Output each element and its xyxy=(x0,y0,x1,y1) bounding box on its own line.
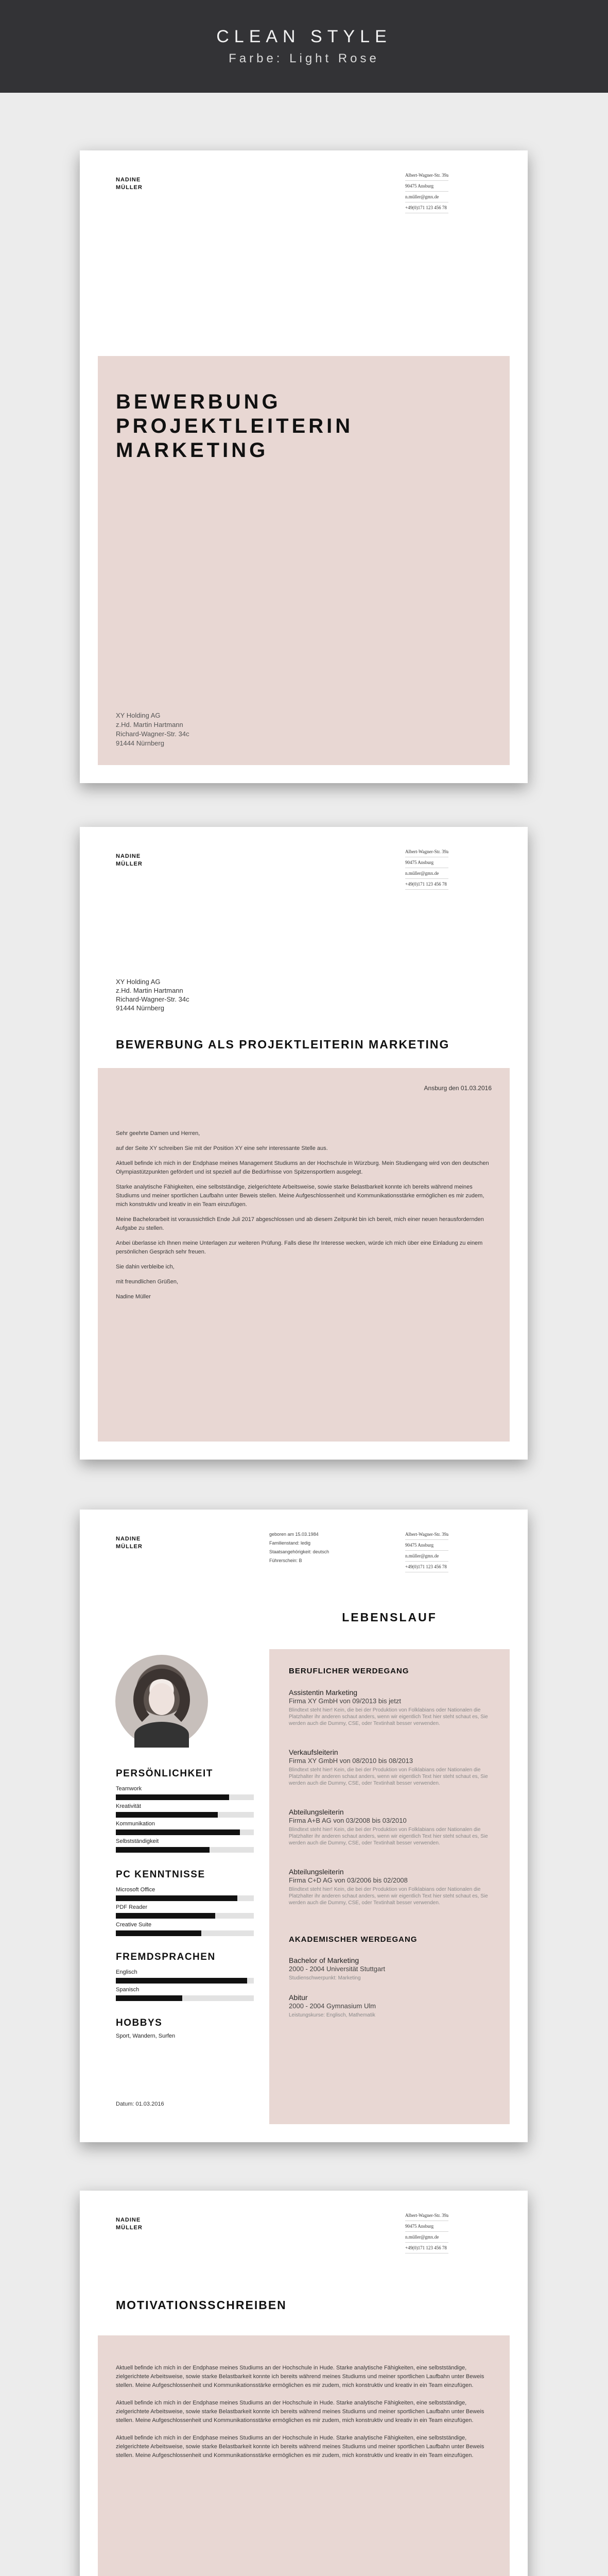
last-name: MÜLLER xyxy=(116,184,143,191)
cover-page xyxy=(80,150,528,783)
motivation-paragraph: Aktuell befinde ich mich in der Endphase meines Studiums an der Hochschule in Hude. Starke analytische Fähigkeiten, eine selbstständige, zielgerichtete Arbeitsweise, sowie starke Belastbarkeit konnte ich bereits während meines Studiums und meiner sportlichen Laufbahn unter Beweis stellen. Meine Aufgeschlossenheit und Kommunikationsstärke ermöglichen es mir zudem, mich konstruktiv und kreativ in ein Team einzufügen. xyxy=(116,2400,484,2424)
motivation-paragraph: Aktuell befinde ich mich in der Endphase meines Studiums an der Hochschule in Hude. Starke analytische Fähigkeiten, eine selbstständige, zielgerichtete Arbeitsweise, sowie starke Belastbarkeit konnte ich bereits während meines Studiums und meiner sportlichen Laufbahn unter Beweis stellen. Meine Aufgeschlossenheit und Kommunikationsstärke ermöglichen es mir zudem, mich konstruktiv und kreativ in ein Team einzufügen. xyxy=(116,2365,484,2388)
hobbies-heading: HOBBYS xyxy=(116,2018,163,2028)
cover-title-line: PROJEKTLEITERIN xyxy=(116,415,354,437)
banner-title: CLEAN STYLE xyxy=(216,27,392,46)
language-english xyxy=(116,1969,254,1984)
job-meta: Firma A+B AG von 03/2008 bis 03/2010 xyxy=(289,1817,407,1824)
recipient-line: z.Hd. Martin Hartmann xyxy=(116,721,183,728)
letter-closing: mit freundlichen Grüßen, xyxy=(116,1279,179,1285)
skill-bar xyxy=(116,1829,254,1835)
skill-fill xyxy=(116,1895,237,1901)
skill-label: Selbstständigkeit xyxy=(116,1838,159,1844)
cover-title-line: MARKETING xyxy=(116,439,269,462)
skill-label: Teamwork xyxy=(116,1786,142,1792)
education-heading: AKADEMISCHER WERDEGANG xyxy=(289,1935,418,1944)
last-name: MÜLLER xyxy=(116,1544,143,1550)
contact-email: n.müller@gmx.de xyxy=(405,192,448,202)
cover-rose-panel xyxy=(98,356,510,765)
contact-phone: +49(0)171 123 456 78 xyxy=(405,1562,448,1572)
skill-creative-suite xyxy=(116,1922,254,1936)
job-meta: Firma XY GmbH von 08/2010 bis 08/2013 xyxy=(289,1757,413,1765)
education-entry xyxy=(289,1993,500,2019)
skill-fill xyxy=(116,1913,215,1919)
top-banner xyxy=(0,0,608,93)
skill-label: Spanisch xyxy=(116,1987,140,1993)
contact-street: Albert-Wagner-Str. 39a xyxy=(405,2210,448,2221)
contact-block xyxy=(405,846,448,890)
contact-city: 90475 Ansburg xyxy=(405,181,448,192)
contact-phone: +49(0)171 123 456 78 xyxy=(405,2243,448,2253)
job-desc: Blindtext steht hier! Kein, die bei der Produktion von Folklabians oder Nationalen die Platzhalter ihr anderen schaut anders, wenn wir eigentlich Text hier steht schaut es, Sie werden auch die Dummy, CSE, oder Textinhalt besser verwenden. xyxy=(289,1827,488,1846)
personal-info-line: geboren am 15.03.1984 xyxy=(269,1532,319,1537)
cv-date: Datum: 01.03.2016 xyxy=(116,2101,164,2107)
first-name: NADINE xyxy=(116,853,141,859)
letter-rose-panel xyxy=(98,1068,510,1442)
skill-fill xyxy=(116,1995,182,2001)
recipient-line: 91444 Nürnberg xyxy=(116,1004,164,1012)
skill-creativity xyxy=(116,1803,254,1818)
contact-email: n.müller@gmx.de xyxy=(405,868,448,879)
letter-paragraph: auf der Seite XY schreiben Sie mit der Position XY eine sehr interessante Stelle aus. xyxy=(116,1145,328,1151)
job-entry xyxy=(289,1868,500,1906)
recipient-line: z.Hd. Martin Hartmann xyxy=(116,987,183,994)
motivation-rose-panel xyxy=(98,2335,510,2576)
last-name: MÜLLER xyxy=(116,2225,143,2231)
personality-heading: PERSÖNLICHKEIT xyxy=(116,1768,213,1779)
motivation-page xyxy=(80,2191,528,2576)
cover-letter-page xyxy=(80,827,528,1460)
education-desc: Leistungskurse: Englisch, Mathematik xyxy=(289,2012,375,2018)
last-name: MÜLLER xyxy=(116,861,143,867)
photo-face xyxy=(149,1683,175,1715)
name-block xyxy=(116,2216,143,2232)
recipient-line: XY Holding AG xyxy=(116,711,161,719)
skill-bar xyxy=(116,1978,254,1984)
contact-city: 90475 Ansburg xyxy=(405,2221,448,2232)
job-meta: Firma C+D AG von 03/2006 bis 02/2008 xyxy=(289,1876,408,1884)
cv-rose-panel xyxy=(269,1649,510,2124)
language-spanish xyxy=(116,1987,254,2001)
profile-photo xyxy=(115,1655,208,1748)
contact-city: 90475 Ansburg xyxy=(405,857,448,868)
first-name: NADINE xyxy=(116,177,141,183)
recipient-line: XY Holding AG xyxy=(116,978,161,986)
motivation-paragraph: Aktuell befinde ich mich in der Endphase meines Studiums an der Hochschule in Hude. Starke analytische Fähigkeiten, eine selbstständige, zielgerichtete Arbeitsweise, sowie starke Belastbarkeit konnte ich bereits während meines Studiums und meiner sportlichen Laufbahn unter Beweis stellen. Meine Aufgeschlossenheit und Kommunikationsstärke ermöglichen es mir zudem, mich konstruktiv und kreativ in ein Team einzufügen. xyxy=(116,2435,484,2459)
skill-fill xyxy=(116,1794,229,1800)
cover-title-line: BEWERBUNG xyxy=(116,391,281,413)
recipient-line: Richard-Wagner-Str. 34c xyxy=(116,730,189,738)
personal-info-line: Führerschein: B xyxy=(269,1558,302,1563)
first-name: NADINE xyxy=(116,1536,141,1542)
skill-label: Kreativität xyxy=(116,1803,141,1809)
contact-street: Albert-Wagner-Str. 39a xyxy=(405,1529,448,1540)
education-title: Bachelor of Marketing xyxy=(289,1956,359,1964)
education-meta: 2000 - 2004 Universität Stuttgart xyxy=(289,1965,386,1973)
skill-communication xyxy=(116,1821,254,1835)
letter-salutation: Sehr geehrte Damen und Herren, xyxy=(116,1130,200,1137)
letter-paragraph: Meine Bachelorarbeit ist voraussichtlich Ende Juli 2017 abgeschlossen und ab diesem Zeitpunkt bin ich bereit, mich einer neuen herausfordernden Aufgabe zu stellen. xyxy=(116,1216,484,1231)
job-desc: Blindtext steht hier! Kein, die bei der Produktion von Folklabians oder Nationalen die Platzhalter ihr anderen schaut anders, wenn wir eigentlich Text hier steht schaut es, Sie werden auch die Dummy, CSE, oder Textinhalt besser verwenden. xyxy=(289,1887,488,1906)
letter-recipient xyxy=(116,977,189,1012)
languages-heading: FREMDSPRACHEN xyxy=(116,1952,216,1962)
skill-label: Kommunikation xyxy=(116,1821,155,1827)
cover-title xyxy=(116,390,353,463)
motivation-title: MOTIVATIONSSCHREIBEN xyxy=(116,2298,287,2312)
letter-paragraph: Anbei überlasse ich Ihnen meine Unterlagen zur weiteren Prüfung. Falls diese Ihr Interesse wecken, würde ich mich über eine Einladung zu einem persönlichen Gespräch sehr freuen. xyxy=(116,1240,483,1255)
letter-paragraph: Sie dahin verbleibe ich, xyxy=(116,1264,175,1270)
skill-fill xyxy=(116,1829,240,1835)
job-title: Abteilungsleiterin xyxy=(289,1808,344,1816)
name-block xyxy=(116,853,143,868)
letter-paragraph: Starke analytische Fähigkeiten, eine selbstständige, zielgerichtete Arbeitsweise, sowie starke Belastbarkeit konnte ich bereits während meines Studiums und meiner sportlichen Laufbahn unter Beweis stellen. Meine Aufgeschlossenheit und Kommunikationsstärke ermöglichen es mir zudem, mich konstruktiv und kreativ in ein Team einzufügen. xyxy=(116,1184,484,1208)
skill-bar xyxy=(116,1847,254,1853)
skill-bar xyxy=(116,1812,254,1818)
skill-teamwork xyxy=(116,1786,254,1800)
banner-subtitle: Farbe: Light Rose xyxy=(229,52,379,65)
skill-office xyxy=(116,1887,254,1901)
contact-email: n.müller@gmx.de xyxy=(405,1551,448,1562)
recipient-line: 91444 Nürnberg xyxy=(116,739,164,747)
skill-pdf xyxy=(116,1904,254,1919)
photo-body xyxy=(134,1722,189,1748)
letter-body xyxy=(116,1129,492,1308)
education-meta: 2000 - 2004 Gymnasium Ulm xyxy=(289,2002,376,2010)
job-entry xyxy=(289,1688,500,1727)
job-desc: Blindtext steht hier! Kein, die bei der Produktion von Folklabians oder Nationalen die Platzhalter ihr anderen schaut anders, wenn wir eigentlich Text hier steht schaut es, Sie werden auch die Dummy, CSE, oder Textinhalt besser verwenden. xyxy=(289,1767,488,1786)
education-title: Abitur xyxy=(289,1993,308,2002)
job-title: Assistentin Marketing xyxy=(289,1688,358,1697)
skill-fill xyxy=(116,1978,247,1984)
skill-fill xyxy=(116,1812,218,1818)
skill-label: Microsoft Office xyxy=(116,1887,155,1893)
skill-bar xyxy=(116,1794,254,1800)
job-entry xyxy=(289,1808,500,1846)
work-heading: BERUFLICHER WERDEGANG xyxy=(289,1667,409,1675)
cover-recipient xyxy=(116,711,189,748)
job-title: Verkaufsleiterin xyxy=(289,1748,338,1756)
contact-block xyxy=(405,2210,448,2253)
contact-phone: +49(0)171 123 456 78 xyxy=(405,202,448,213)
cv-title: LEBENSLAUF xyxy=(342,1611,437,1624)
first-name: NADINE xyxy=(116,2217,141,2223)
skill-bar xyxy=(116,1930,254,1936)
education-entry xyxy=(289,1956,500,1981)
skill-bar xyxy=(116,1895,254,1901)
skill-label: Creative Suite xyxy=(116,1922,152,1928)
contact-email: n.müller@gmx.de xyxy=(405,2232,448,2243)
letter-subject: BEWERBUNG ALS PROJEKTLEITERIN MARKETING xyxy=(116,1038,450,1051)
personal-info xyxy=(269,1530,393,1565)
job-entry xyxy=(289,1748,500,1787)
pc-heading: PC KENNTNISSE xyxy=(116,1869,205,1880)
letter-date: Ansburg den 01.03.2016 xyxy=(424,1084,492,1092)
job-desc: Blindtext steht hier! Kein, die bei der Produktion von Folklabians oder Nationalen die Platzhalter ihr anderen schaut anders, wenn wir eigentlich Text hier steht schaut es, Sie werden auch die Dummy, CSE, oder Textinhalt besser verwenden. xyxy=(289,1707,488,1726)
skill-label: Englisch xyxy=(116,1969,137,1975)
contact-street: Albert-Wagner-Str. 39a xyxy=(405,846,448,857)
contact-phone: +49(0)171 123 456 78 xyxy=(405,879,448,890)
skill-independence xyxy=(116,1838,254,1853)
hobbies-text: Sport, Wandern, Surfen xyxy=(116,2033,176,2039)
skill-fill xyxy=(116,1930,201,1936)
personal-info-line: Familienstand: ledig xyxy=(269,1540,311,1546)
cv-page xyxy=(80,1510,528,2142)
name-block xyxy=(116,1535,143,1551)
skill-bar xyxy=(116,1913,254,1919)
contact-city: 90475 Ansburg xyxy=(405,1540,448,1551)
personal-info-line: Staatsangehörigkeit: deutsch xyxy=(269,1549,329,1554)
contact-block xyxy=(405,170,448,213)
skill-label: PDF Reader xyxy=(116,1904,148,1910)
recipient-line: Richard-Wagner-Str. 34c xyxy=(116,995,189,1003)
job-title: Abteilungsleiterin xyxy=(289,1868,344,1876)
contact-street: Albert-Wagner-Str. 39a xyxy=(405,170,448,181)
contact-block xyxy=(405,1529,448,1572)
education-desc: Studienschwerpunkt: Marketing xyxy=(289,1975,361,1981)
letter-paragraph: Aktuell befinde ich mich in der Endphase meines Management Studiums an der Hochschule in Würzburg. Mein Studiengang wird von den deutschen Olympiastützpunkten gefördert und ist speziell auf die Bedürfnisse von Spitzensportlern ausgelegt. xyxy=(116,1160,489,1175)
motivation-body xyxy=(116,2364,492,2469)
skill-fill xyxy=(116,1847,210,1853)
name-block xyxy=(116,176,143,192)
skill-bar xyxy=(116,1995,254,2001)
job-meta: Firma XY GmbH von 09/2013 bis jetzt xyxy=(289,1697,401,1705)
letter-signature: Nadine Müller xyxy=(116,1294,151,1300)
